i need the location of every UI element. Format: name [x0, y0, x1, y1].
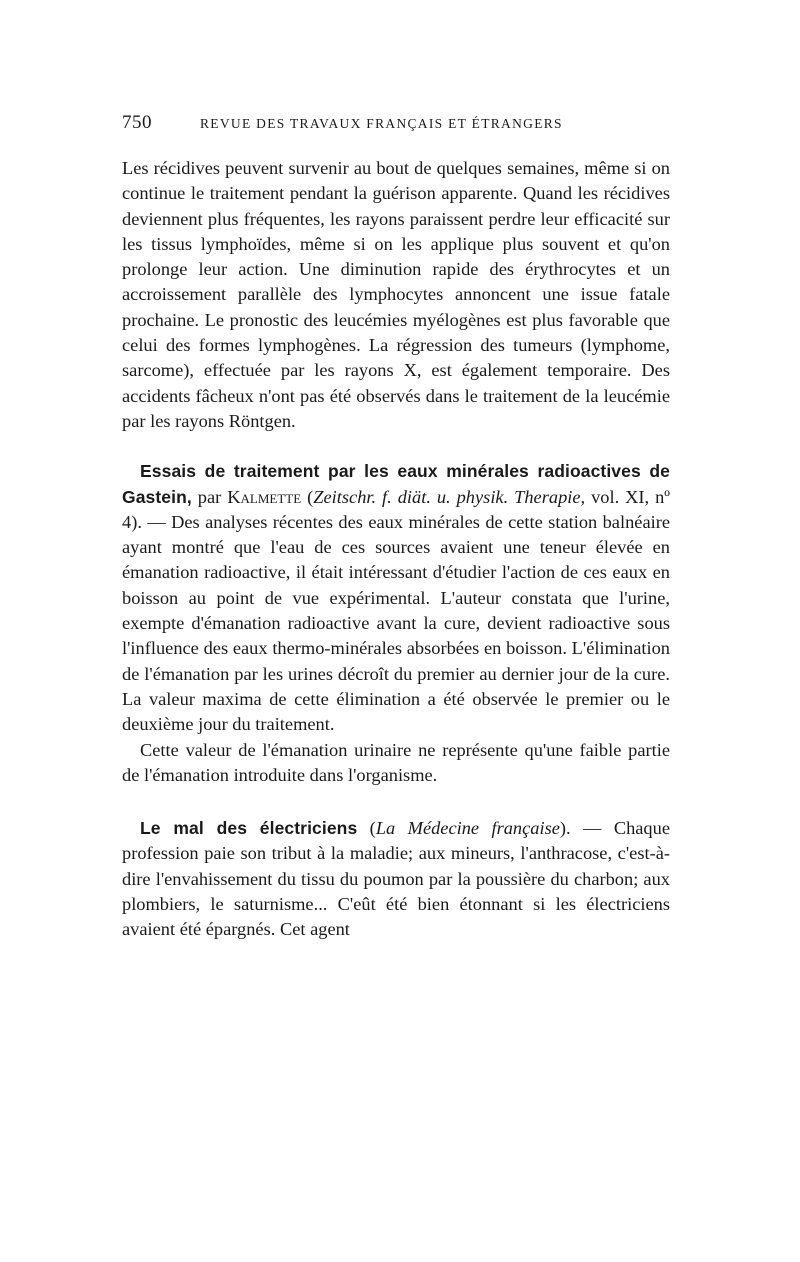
page-number: 750 — [122, 112, 152, 133]
article-electriciens-title: Le mal des électriciens — [140, 818, 358, 839]
document-page — [122, 112, 670, 943]
section-spacer-2 — [122, 788, 670, 816]
article-electriciens-source: La Médecine française — [375, 818, 560, 839]
article-gastein — [122, 459, 670, 737]
journal-title: REVUE DES TRAVAUX FRANÇAIS ET ÉTRANGERS — [200, 116, 563, 131]
article-electriciens — [122, 816, 670, 942]
article-gastein-source: Zeitschr. f. diät. u. physik. Therapie, — [313, 486, 586, 507]
intro-paragraph: Les récidives peuvent survenir au bout de quelques semaines, même si on continue le traitement pendant la guérison apparente. Quand les récidives deviennent plus fréquentes, les rayons paraissent perdre leur efficacité sur les tissus lymphoïdes, même si on les applique plus souvent et qu'on prolonge leur action. Une diminution rapide des érythrocytes et un accroissement parallèle des lymphocytes annoncent une issue fatale prochaine. Le pronostic des leucémies myélogènes est plus favorable que celui des formes lymphogènes. La régression des tumeurs (lymphome, sarcome), effectuée par les rayons X, est également temporaire. Des accidents fâcheux n'ont pas été observés dans le traitement de la leucémie par les rayons Röntgen. — [122, 158, 670, 431]
article-electriciens-source-close: ). — [559, 818, 571, 839]
article-gastein-paragraph-2: Cette valeur de l'émanation urinaire ne représente qu'une faible partie de l'émanation introduite dans l'organisme. — [122, 739, 670, 785]
article-gastein-title: Essais de traitement par les eaux minérales radioactives de Gastein, — [122, 461, 670, 507]
article-electriciens-source-open: ( — [357, 818, 376, 839]
article-gastein-par: par — [191, 486, 228, 507]
article-gastein-source-open: ( — [301, 486, 314, 507]
article-gastein-body: — Des analyses récentes des eaux minérales de cette station balnéaire ayant montré que l'eau de ces sources avaient une teneur élevée en émanation radioactive, il était intéressant d'étudier l'action de ces eaux en boisson au point de vue expérimental. L'auteur constata que l'urine, exempte d'émanation radioactive avant la cure, devient radioactive sous l'influence des eaux thermo-minérales absorbées en boisson. L'élimination de l'émanation par les urines décroît du premier au dernier jour de la cure. La valeur maxima de cette élimination a été observée le premier ou le deuxième jour du traitement. — [122, 511, 670, 735]
article-gastein-author: Kalmette — [227, 486, 302, 507]
section-spacer — [122, 434, 670, 459]
article-electriciens-body: — Chaque profession paie son tribut à la maladie; aux mineurs, l'anthracose, c'est-à-dire l'envahissement du tissu du poumon par la poussière du charbon; aux plombiers, le saturnisme... C'eût été bien étonnant si les électriciens avaient été épargnés. Cet agent — [122, 818, 670, 940]
running-head — [122, 112, 670, 138]
article-gastein-source-ref: vol. XI, nº 4). — [122, 486, 670, 532]
